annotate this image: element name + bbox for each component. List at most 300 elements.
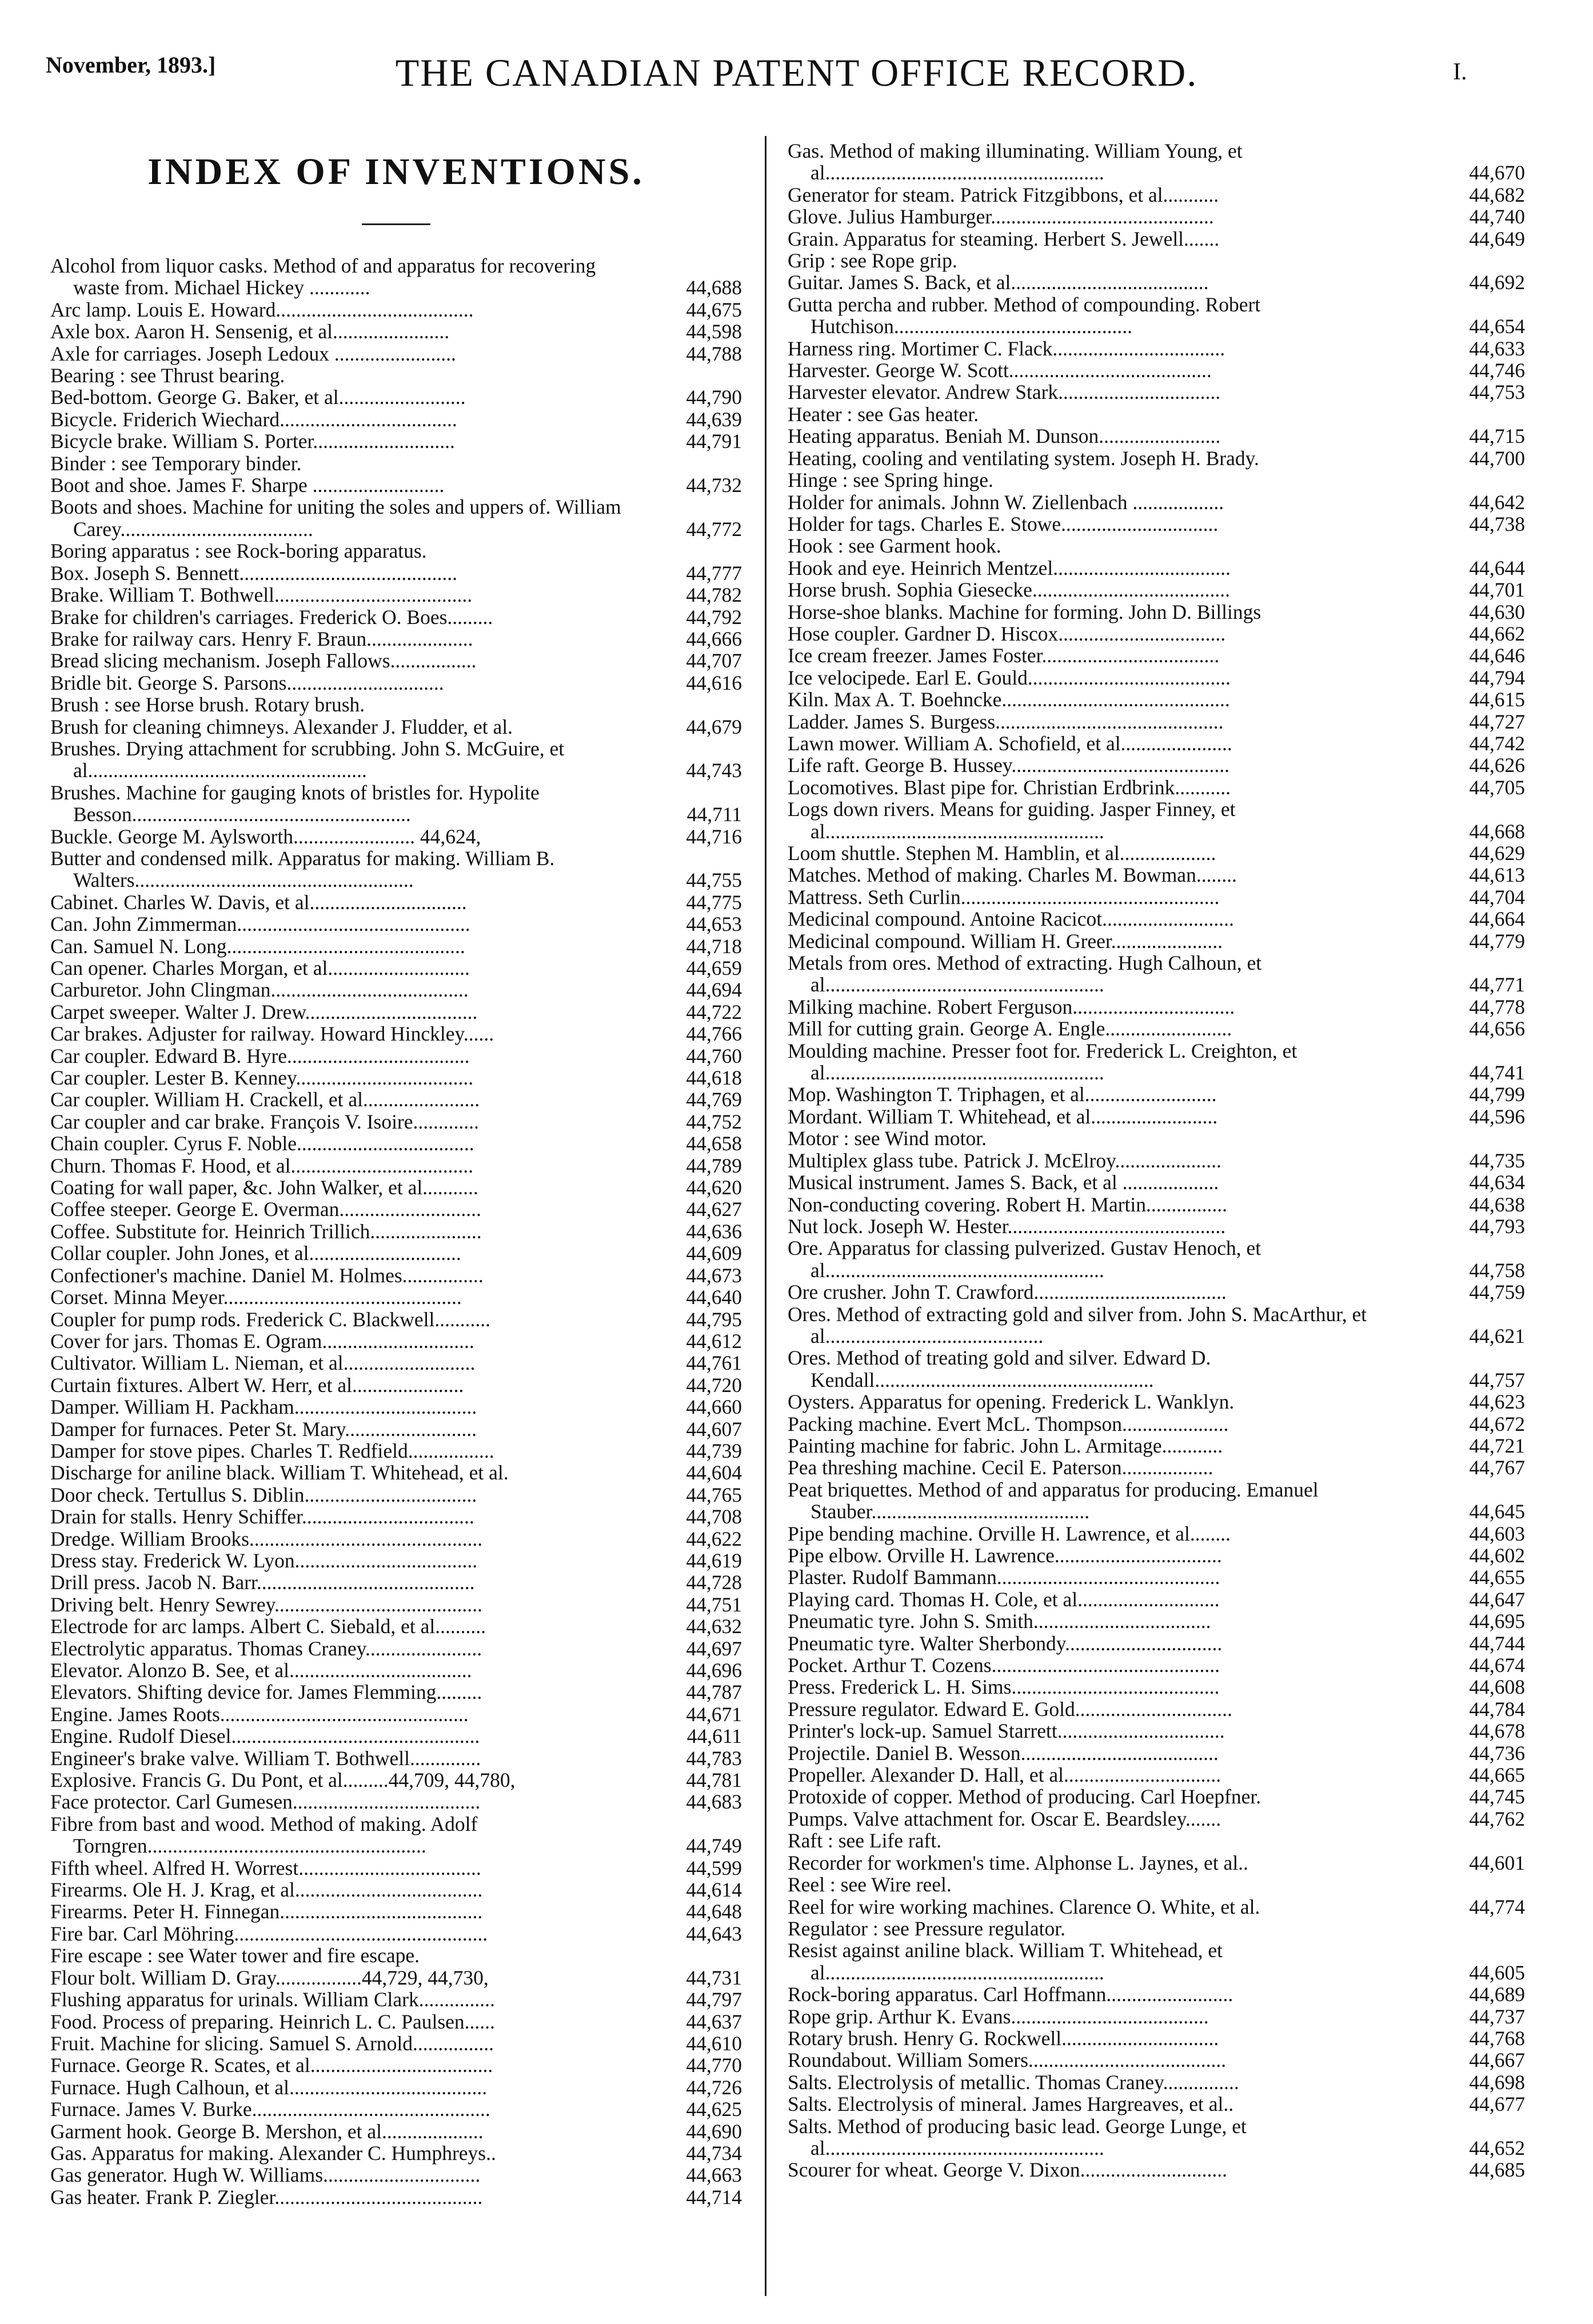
index-entry	[788, 1479, 1525, 1523]
patent-number: 44,630	[1469, 600, 1525, 623]
entry-text: Curtain fixtures. Albert W. Herr, et al......................	[50, 1373, 464, 1397]
entry-text: Mill for cutting grain. George A. Engle.........................	[788, 1017, 1232, 1041]
patent-number: 44,784	[1469, 1697, 1525, 1721]
patent-number: 44,770	[686, 2054, 742, 2077]
entry-text: Damper for furnaces. Peter St. Mary..........................	[50, 1417, 477, 1441]
entry-text: Scourer for wheat. George V. Dixon.............................	[788, 2158, 1228, 2182]
column-divider	[765, 136, 766, 2296]
patent-number: 44,752	[686, 1110, 742, 1133]
index-entry	[50, 1681, 742, 1703]
patent-number: 44,696	[686, 1659, 742, 1682]
entry-text: Arc lamp. Louis E. Howard.......................................	[50, 298, 474, 321]
entry-text: Bridle bit. George S. Parsons...............................	[50, 671, 444, 694]
index-entry	[788, 1545, 1525, 1566]
index-entry	[50, 847, 742, 891]
entry-text: Metals from ores. Method of extracting. Hugh Calhoun, et al.......................................................	[788, 951, 1262, 997]
index-entry	[788, 1896, 1525, 1918]
entry-text: Can. John Zimmerman..............................................	[50, 913, 470, 936]
patent-number: 44,714	[686, 2185, 742, 2209]
index-entry	[788, 535, 1525, 557]
index-entry	[50, 716, 742, 738]
entry-text: Ore. Apparatus for classing pulverized. Gustav Henoch, et al.......................................................	[788, 1237, 1261, 1282]
index-entry	[788, 908, 1525, 930]
patent-number: 44,622	[686, 1527, 742, 1550]
entry-text: Garment hook. George B. Mershon, et al....................	[50, 2119, 484, 2143]
entry-text: Hose coupler. Gardner D. Hiscox.................................	[788, 622, 1226, 645]
entry-text: Electrolytic apparatus. Thomas Craney.......................	[50, 1637, 482, 1660]
entry-text: Gas heater. Frank P. Ziegler.........................................	[50, 2185, 483, 2209]
index-entry	[788, 930, 1525, 952]
index-entry	[50, 1396, 742, 1418]
entry-text: Hinge : see Spring hinge.	[788, 469, 993, 492]
entry-text: Kiln. Max A. T. Boehncke.............................................	[788, 688, 1230, 711]
index-entry	[788, 1303, 1525, 1347]
entry-text: Heater : see Gas heater.	[788, 402, 979, 426]
entry-text: Corset. Minna Meyer...............................................	[50, 1286, 462, 1309]
entry-text: Gutta percha and rubber. Method of compounding. Robert Hutchison...............................................	[788, 293, 1261, 338]
index-entry	[788, 271, 1525, 293]
index-entry	[50, 782, 742, 826]
entry-text: Salts. Electrolysis of metallic. Thomas Craney...............	[788, 2070, 1239, 2094]
entry-text: Guitar. James S. Back, et al.......................................	[788, 271, 1209, 294]
index-entry	[788, 1040, 1525, 1084]
index-entry	[788, 667, 1525, 689]
index-entry	[788, 228, 1525, 250]
index-entry	[788, 1435, 1525, 1457]
index-entry	[50, 2077, 742, 2098]
entry-text: Pressure regulator. Edward E. Gold...............................	[788, 1697, 1232, 1721]
patent-number: 44,610	[686, 2031, 742, 2055]
index-entry	[50, 2142, 742, 2164]
entry-text: Can. Samuel N. Long...............................................	[50, 934, 465, 958]
entry-text: Harvester. George W. Scott........................................	[788, 359, 1212, 382]
index-entry	[50, 1813, 742, 1857]
entry-text: Protoxide of copper. Method of producing. Carl Hoepfner.	[788, 1785, 1261, 1809]
patent-number: 44,701	[1469, 578, 1525, 602]
patent-number: 44,704	[1469, 885, 1525, 909]
index-entry	[50, 694, 742, 715]
index-entry	[50, 1923, 742, 1945]
patent-number: 44,787	[686, 1681, 742, 1704]
patent-number: 44,758	[1469, 1258, 1525, 1282]
index-entry	[50, 1309, 742, 1330]
index-entry	[50, 474, 742, 496]
index-entry	[788, 403, 1525, 425]
patent-number: 44,799	[1469, 1083, 1525, 1106]
entry-text: Fibre from bast and wood. Method of making. Adolf Torngren.......................................................	[50, 1812, 478, 1858]
entry-text: Driving belt. Henry Sewrey.........................................	[50, 1593, 482, 1616]
patent-number: 44,664	[1469, 907, 1525, 931]
entry-text: Brushes. Machine for gauging knots of bristles for. Hypolite Besson.......................................................	[50, 781, 540, 826]
entry-text: Heating apparatus. Beniah M. Dunson........................	[788, 425, 1221, 448]
index-entry	[50, 1484, 742, 1506]
patent-number: 44,739	[686, 1439, 742, 1462]
patent-number: 44,720	[686, 1373, 742, 1397]
patent-number: 44,762	[1469, 1807, 1525, 1830]
patent-number: 44,727	[1469, 710, 1525, 733]
entry-text: Door check. Tertullus S. Diblin..................................	[50, 1483, 477, 1506]
index-entry	[50, 1769, 742, 1791]
entry-text: Glove. Julius Hamburger............................................	[788, 205, 1214, 229]
index-entry	[788, 777, 1525, 798]
patent-number: 44,737	[1469, 2005, 1525, 2028]
index-entry	[50, 1615, 742, 1637]
patent-number: 44,708	[686, 1505, 742, 1529]
patent-number: 44,792	[686, 605, 742, 629]
index-entry	[50, 1111, 742, 1133]
entry-text: Boot and shoe. James F. Sharpe ..........................	[50, 474, 445, 497]
index-entry	[50, 1725, 742, 1747]
entry-text: Binder : see Temporary binder.	[50, 451, 302, 475]
index-entry	[788, 491, 1525, 513]
index-entry	[788, 1720, 1525, 1742]
index-entry	[788, 952, 1525, 996]
index-entry	[788, 1413, 1525, 1435]
index-entry	[788, 842, 1525, 864]
patent-number: 44,721	[1469, 1434, 1525, 1457]
patent-number: 44,633	[1469, 337, 1525, 360]
entry-text: Locomotives. Blast pipe for. Christian Erdbrink...........	[788, 775, 1231, 799]
index-entry	[50, 2033, 742, 2054]
page-header	[0, 0, 1593, 120]
patent-number: 44,738	[1469, 512, 1525, 535]
index-entry	[788, 2006, 1525, 2027]
entry-text: Pneumatic tyre. Walter Sherbondy...............................	[788, 1631, 1223, 1655]
entry-text: Brake for children's carriages. Frederick O. Boes.........	[50, 605, 493, 629]
index-entry	[788, 886, 1525, 908]
entry-text: Axle box. Aaron H. Sensenig, et al.......................	[50, 320, 450, 343]
index-entry	[788, 1939, 1525, 1983]
patent-number: 44,735	[1469, 1149, 1525, 1172]
patent-number: 44,678	[1469, 1719, 1525, 1743]
entry-text: Butter and condensed milk. Apparatus for making. William B. Walters.......................................................	[50, 846, 555, 892]
index-entry	[50, 1177, 742, 1198]
patent-number: 44,614	[686, 1878, 742, 1902]
patent-number: 44,604	[686, 1461, 742, 1485]
index-entry	[50, 1440, 742, 1462]
index-entry	[788, 1347, 1525, 1391]
index-entry	[50, 2011, 742, 2033]
entry-text: Drill press. Jacob N. Barr...........................................	[50, 1571, 475, 1594]
patent-number: 44,673	[686, 1263, 742, 1287]
patent-number: 44,601	[1469, 1851, 1525, 1874]
patent-number: 44,728	[686, 1571, 742, 1594]
index-entry	[50, 453, 742, 474]
entry-text: Damper. William H. Packham....................................	[50, 1395, 477, 1419]
patent-number: 44,734	[686, 2141, 742, 2165]
index-entry	[788, 1676, 1525, 1698]
patent-number: 44,615	[1469, 688, 1525, 711]
patent-number: 44,653	[686, 913, 742, 936]
index-entry	[788, 1610, 1525, 1632]
patent-number: 44,707	[686, 649, 742, 673]
index-entry	[50, 628, 742, 650]
patent-number: 44,789	[686, 1154, 742, 1177]
entry-text: Damper for stove pipes. Charles T. Redfield.................	[50, 1439, 494, 1462]
index-entry	[788, 1852, 1525, 1874]
index-entry	[50, 1352, 742, 1374]
patent-number: 44,637	[686, 2010, 742, 2033]
patent-number: 44,716	[686, 825, 742, 848]
index-entry	[788, 425, 1525, 447]
patent-number: 44,765	[686, 1483, 742, 1506]
index-entry	[788, 733, 1525, 754]
patent-number: 44,667	[1469, 2049, 1525, 2072]
index-entry	[788, 1215, 1525, 1237]
patent-number: 44,621	[1469, 1324, 1525, 1347]
entry-text: Firearms. Peter H. Finnegan........................................	[50, 1900, 483, 1923]
entry-text: Pipe bending machine. Orville H. Lawrence, et al........	[788, 1522, 1231, 1545]
entry-text: Mordant. William T. Whitehead, et al.........................	[788, 1105, 1218, 1128]
entry-text: Flour bolt. William D. Gray.................44,729, 44,730,	[50, 1966, 489, 1989]
entry-text: Bicycle. Friderich Wiechard...................................	[50, 407, 457, 431]
index-entry	[50, 935, 742, 957]
entry-text: Pumps. Valve attachment for. Oscar E. Beardsley.......	[788, 1807, 1221, 1830]
index-entry	[50, 409, 742, 430]
patent-number: 44,668	[1469, 819, 1525, 843]
index-entry	[50, 1791, 742, 1813]
patent-number: 44,619	[686, 1549, 742, 1572]
entry-text: Gas. Apparatus for making. Alexander C. Humphreys..	[50, 2141, 496, 2165]
patent-number: 44,700	[1469, 446, 1525, 470]
entry-text: Pipe elbow. Orville H. Lawrence.................................	[788, 1544, 1222, 1567]
index-entry	[50, 1506, 742, 1527]
index-entry	[50, 826, 742, 847]
entry-text: Ores. Method of treating gold and silver. Edward D. Kendall.......................................................	[788, 1346, 1211, 1391]
right-entry-list	[788, 140, 1525, 2181]
index-entry	[50, 1550, 742, 1571]
entry-text: Raft : see Life raft.	[788, 1829, 942, 1853]
index-entry	[788, 1194, 1525, 1215]
patent-number: 44,632	[686, 1615, 742, 1638]
patent-number: 44,779	[1469, 929, 1525, 953]
index-entry	[788, 1589, 1525, 1610]
entry-text: Cultivator. William L. Nieman, et al..........................	[50, 1351, 476, 1375]
entry-text: Car coupler. William H. Crackell, et al.......................	[50, 1088, 480, 1111]
patent-number: 44,598	[686, 320, 742, 343]
entry-text: Coffee. Substitute for. Heinrich Trillich......................	[50, 1219, 482, 1243]
patent-number: 44,771	[1469, 973, 1525, 997]
index-entry	[788, 184, 1525, 206]
index-entry	[788, 623, 1525, 645]
index-entry	[788, 2027, 1525, 2049]
entry-text: Discharge for aniline black. William T. Whitehead, et al.	[50, 1461, 509, 1485]
patent-number: 44,731	[686, 1966, 742, 1989]
title-rule	[362, 223, 430, 225]
patent-number: 44,749	[686, 1834, 742, 1858]
entry-text: Non-conducting covering. Robert H. Martin................	[788, 1193, 1228, 1216]
entry-text: Mattress. Seth Curlin...................................................	[788, 885, 1220, 909]
patent-number: 44,742	[1469, 731, 1525, 755]
entry-text: Harness ring. Mortimer C. Flack..................................	[788, 337, 1225, 360]
entry-text: Pocket. Arthur T. Cozens.............................................	[788, 1654, 1220, 1677]
entry-text: Furnace. James V. Burke...............................................	[50, 2098, 490, 2121]
entry-text: Brake for railway cars. Henry F. Braun.....................	[50, 627, 473, 650]
patent-number: 44,740	[1469, 205, 1525, 229]
right-column	[788, 140, 1525, 2294]
entry-text: Moulding machine. Presser foot for. Frederick L. Creighton, et al.......................................................	[788, 1039, 1297, 1085]
entry-text: Projectile. Daniel B. Wesson.......................................	[788, 1741, 1219, 1765]
patent-number: 44,647	[1469, 1587, 1525, 1611]
entry-text: Elevator. Alonzo B. See, et al....................................	[50, 1659, 472, 1682]
entry-text: Furnace. George R. Scates, et al....................................	[50, 2054, 493, 2077]
index-entry	[788, 1106, 1525, 1127]
entry-text: Logs down rivers. Means for guiding. Jasper Finney, et al.......................................................	[788, 798, 1236, 843]
entry-text: Brushes. Drying attachment for scrubbing. John S. McGuire, et al.......................................................	[50, 737, 565, 782]
patent-number: 44,695	[1469, 1610, 1525, 1633]
patent-number: 44,766	[686, 1022, 742, 1046]
patent-number: 44,655	[1469, 1566, 1525, 1589]
patent-number: 44,659	[686, 957, 742, 979]
index-entry	[788, 754, 1525, 776]
index-entry	[788, 1808, 1525, 1830]
patent-number: 44,692	[1469, 271, 1525, 294]
patent-number: 44,744	[1469, 1631, 1525, 1655]
entry-text: Hook : see Garment hook.	[788, 534, 1001, 558]
entry-text: Plaster. Rudolf Bammann............................................	[788, 1566, 1220, 1589]
index-entry	[50, 1265, 742, 1286]
entry-text: Printer's lock-up. Samuel Starrett.................................	[788, 1719, 1225, 1743]
entry-text: Life raft. George B. Hussey...........................................	[788, 754, 1229, 777]
entry-text: Hook and eye. Heinrich Mentzel...................................	[788, 556, 1231, 579]
index-entry	[50, 1659, 742, 1681]
patent-number: 44,743	[686, 759, 742, 782]
index-entry	[50, 738, 742, 782]
entry-text: Firearms. Ole H. J. Krag, et al.....................................	[50, 1878, 483, 1902]
patent-number: 44,711	[686, 803, 742, 826]
index-entry	[788, 1237, 1525, 1281]
patent-number: 44,644	[1469, 556, 1525, 579]
index-entry	[50, 913, 742, 935]
index-entry	[788, 1764, 1525, 1786]
index-entry	[788, 294, 1525, 338]
entry-text: Bread slicing mechanism. Joseph Fallows.................	[50, 649, 477, 673]
patent-number: 44,755	[686, 869, 742, 892]
index-entry	[50, 1703, 742, 1725]
patent-number: 44,741	[1469, 1061, 1525, 1085]
index-entry	[50, 1945, 742, 1966]
index-entry	[788, 689, 1525, 710]
index-entry	[50, 1989, 742, 2010]
entry-text: Recorder for workmen's time. Alphonse L. Jaynes, et al..	[788, 1851, 1248, 1874]
patent-number: 44,769	[686, 1088, 742, 1111]
entry-text: Generator for steam. Patrick Fitzgibbons, et al...........	[788, 183, 1219, 206]
patent-number: 44,732	[686, 474, 742, 497]
patent-number: 44,634	[1469, 1171, 1525, 1194]
index-entry	[50, 1594, 742, 1615]
patent-number: 44,596	[1469, 1105, 1525, 1128]
index-entry	[50, 1045, 742, 1067]
entry-text: Ice cream freezer. James Foster...................................	[788, 644, 1220, 667]
patent-number: 44,777	[686, 561, 742, 585]
index-entry	[788, 1127, 1525, 1149]
entry-text: Ladder. James S. Burgess.............................................	[788, 710, 1224, 733]
patent-number: 44,612	[686, 1329, 742, 1353]
index-entry	[788, 447, 1525, 469]
entry-text: Roundabout. William Somers.......................................	[788, 2049, 1227, 2072]
index-entry	[50, 386, 742, 408]
entry-text: Confectioner's machine. Daniel M. Holmes................	[50, 1263, 484, 1287]
patent-number: 44,639	[686, 407, 742, 431]
patent-number: 44,768	[1469, 2026, 1525, 2050]
index-entry	[50, 2121, 742, 2142]
patent-number: 44,775	[686, 890, 742, 914]
entry-text: Electrode for arc lamps. Albert C. Siebald, et al..........	[50, 1615, 486, 1638]
entry-text: Food. Process of preparing. Heinrich L. C. Paulsen......	[50, 2010, 495, 2033]
index-entry	[50, 1023, 742, 1045]
page-number: I.	[1453, 59, 1467, 85]
patent-number: 44,781	[686, 1769, 742, 1792]
index-entry	[50, 672, 742, 694]
entry-text: Resist against aniline black. William T. Whitehead, et al.......................................................	[788, 1939, 1223, 1984]
entry-text: Holder for animals. Johnn W. Ziellenbach ..................	[788, 490, 1224, 514]
entry-text: Packing machine. Evert McL. Thompson.....................	[788, 1412, 1229, 1435]
entry-text: Reel : see Wire reel.	[788, 1873, 952, 1897]
index-entry	[788, 140, 1525, 184]
entry-text: Fire bar. Carl Möhring..................................................	[50, 1922, 488, 1945]
patent-number: 44,648	[686, 1900, 742, 1923]
entry-text: Oysters. Apparatus for opening. Frederick L. Wanklyn.	[788, 1390, 1235, 1414]
patent-number: 44,663	[686, 2163, 742, 2187]
entry-text: Engine. James Roots.................................................	[50, 1702, 469, 1726]
patent-number: 44,675	[686, 298, 742, 321]
patent-number: 44,682	[1469, 183, 1525, 206]
patent-number: 44,616	[686, 671, 742, 694]
entry-text: Brush : see Horse brush. Rotary brush.	[50, 693, 365, 717]
entry-text: Gas generator. Hugh W. Williams...............................	[50, 2163, 481, 2187]
index-entry	[788, 1523, 1525, 1545]
index-entry	[788, 359, 1525, 381]
index-entry	[50, 255, 742, 299]
index-entry	[788, 1171, 1525, 1193]
entry-text: Flushing apparatus for urinals. William Clark...............	[50, 1988, 495, 2011]
entry-text: Fire escape : see Water tower and fire escape.	[50, 1944, 420, 1967]
patent-number: 44,715	[1469, 425, 1525, 448]
left-column	[50, 140, 742, 2294]
entry-text: Salts. Electrolysis of mineral. James Hargreaves, et al..	[788, 2093, 1234, 2116]
entry-text: Ores. Method of extracting gold and silver from. John S. MacArthur, et al...........................................	[788, 1302, 1367, 1347]
entry-text: Harvester elevator. Andrew Stark................................	[788, 381, 1221, 404]
entry-text: Cover for jars. Thomas E. Ogram..............................	[50, 1329, 474, 1353]
patent-number: 44,690	[686, 2119, 742, 2143]
patent-number: 44,751	[686, 1593, 742, 1616]
index-entry	[788, 1018, 1525, 1039]
index-entry	[788, 1391, 1525, 1413]
index-entry	[788, 798, 1525, 842]
patent-number: 44,772	[686, 517, 742, 541]
index-entry	[50, 2186, 742, 2208]
patent-number: 44,626	[1469, 754, 1525, 777]
patent-number: 44,618	[686, 1066, 742, 1090]
entry-text: Horse brush. Sophia Giesecke.......................................	[788, 578, 1230, 602]
entry-text: Pea threshing machine. Cecil E. Paterson..................	[788, 1456, 1213, 1479]
index-entry	[50, 606, 742, 628]
entry-text: Car coupler. Lester B. Kenney...................................	[50, 1066, 474, 1090]
patent-number: 44,746	[1469, 359, 1525, 382]
index-entry	[788, 1083, 1525, 1105]
index-entry	[50, 1747, 742, 1769]
entry-text: Carpet sweeper. Walter J. Drew..................................	[50, 1000, 478, 1023]
entry-text: Bed-bottom. George G. Baker, et al.........................	[50, 386, 466, 409]
entry-text: Rope grip. Arthur K. Evans.......................................	[788, 2005, 1209, 2028]
patent-number: 44,726	[686, 2075, 742, 2099]
entry-text: Salts. Method of producing basic lead. George Lunge, et al.......................................................	[788, 2114, 1247, 2159]
entry-text: Drain for stalls. Henry Schiffer..................................	[50, 1505, 474, 1529]
index-entry	[50, 1067, 742, 1089]
patent-number: 44,645	[1469, 1500, 1525, 1523]
index-entry	[788, 1150, 1525, 1171]
patent-number: 44,658	[686, 1132, 742, 1155]
